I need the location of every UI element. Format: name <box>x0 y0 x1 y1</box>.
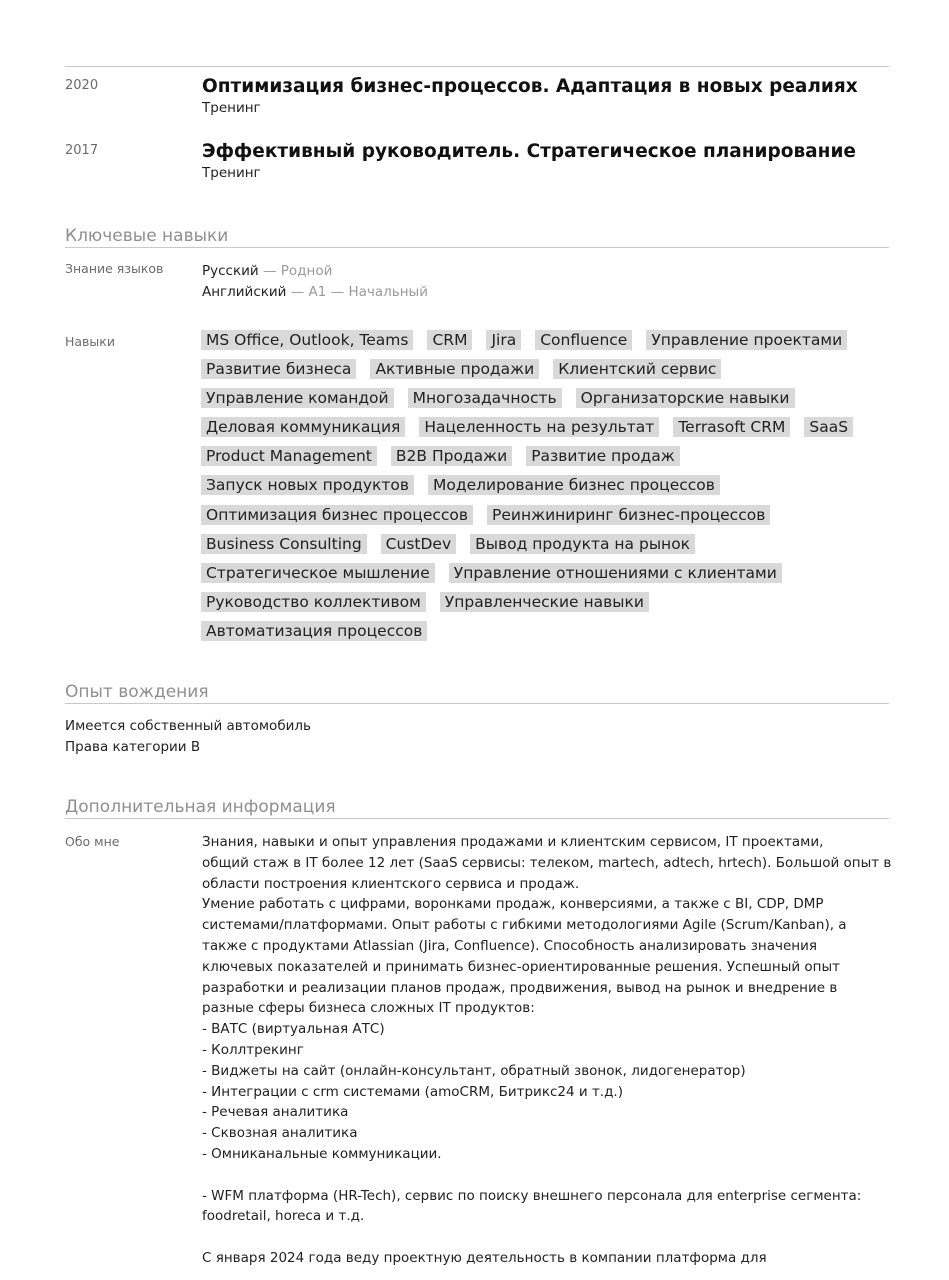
about-line: - Сквозная аналитика <box>202 1125 358 1142</box>
skill-tag: Стратегическое мышление <box>201 563 435 583</box>
divider <box>65 66 889 67</box>
skill-row <box>201 475 891 504</box>
about-line: также с продуктами Atlassian (Jira, Confluence). Способность анализировать значения <box>202 937 817 954</box>
about-label: Обо мне <box>65 834 120 849</box>
skill-row <box>201 621 891 650</box>
about-line: - WFM платформа (HR-Tech), сервис по поиску внешнего персонала для enterprise сегмента: <box>202 1187 862 1204</box>
skill-tag: Terrasoft CRM <box>673 417 790 437</box>
about-line: ключевых показателей и принимать бизнес-ориентированные решения. Успешный опыт <box>202 958 841 975</box>
about-line: области построения клиентского сервиса и продаж. <box>202 875 580 892</box>
paragraph-gap <box>202 1227 892 1248</box>
skill-tag: Вывод продукта на рынок <box>470 534 695 554</box>
skill-row <box>201 417 891 446</box>
skill-tag: Развитие бизнеса <box>201 359 356 379</box>
skill-tag: B2B Продажи <box>391 446 512 466</box>
about-text <box>202 832 892 1269</box>
skill-row <box>201 330 891 359</box>
skill-tag: Нацеленность на результат <box>419 417 659 437</box>
about-line: С января 2024 года веду проектную деятельность в компании платформа для <box>202 1249 767 1266</box>
skill-row <box>201 563 891 592</box>
about-line: - Коллтрекинг <box>202 1041 304 1058</box>
skill-tag: Оптимизация бизнес процессов <box>201 505 473 525</box>
driving-car: Имеется собственный автомобиль <box>65 718 312 734</box>
skill-row <box>201 505 891 534</box>
skill-tag: Управленческие навыки <box>440 592 649 612</box>
training-year: 2020 <box>65 78 99 93</box>
about-line: foodretail, horeca и т.д. <box>202 1208 365 1225</box>
language-level: — Родной <box>262 263 333 279</box>
skill-tag: MS Office, Outlook, Teams <box>201 330 413 350</box>
about-line: общий стаж в IT более 12 лет (SaaS сервисы: телеком, martech, adtech, hrtech). Большой опыт в <box>202 854 892 871</box>
driving-info <box>65 716 311 758</box>
skill-tag: Управление проектами <box>646 330 847 350</box>
about-line: Знания, навыки и опыт управления продажами и клиентским сервисом, IT проектами, <box>202 834 824 850</box>
skills-label: Навыки <box>65 334 115 349</box>
languages-list <box>202 261 428 303</box>
about-line: - Интеграции с crm системами (amoCRM, Битрикс24 и т.д.) <box>202 1083 623 1100</box>
skill-tag: Многозадачность <box>408 388 562 408</box>
training-title: Оптимизация бизнес-процессов. Адаптация в новых реалиях <box>202 76 858 97</box>
about-line: разработки и реализации планов продаж, продвижения, вывод на рынок и внедрение в <box>202 979 838 996</box>
language-name: Русский <box>202 263 259 279</box>
languages-label: Знание языков <box>65 261 164 276</box>
skill-tag: SaaS <box>804 417 853 437</box>
skill-tag: Руководство коллективом <box>201 592 426 612</box>
skill-row <box>201 592 891 621</box>
about-line: - ВАТС (виртуальная АТС) <box>202 1021 385 1038</box>
about-line: системами/платформами. Опыт работы с гибкими методологиями Agile (Scrum/Kanban), а <box>202 917 847 934</box>
about-line: - Речевая аналитика <box>202 1104 349 1121</box>
skill-tag: Развитие продаж <box>526 446 680 466</box>
skill-tag: Product Management <box>201 446 377 466</box>
about-line: - Омниканальные коммуникации. <box>202 1145 442 1162</box>
skills-list <box>201 330 891 650</box>
skill-tag: Запуск новых продуктов <box>201 475 414 495</box>
section-header-driving: Опыт вождения <box>65 682 889 704</box>
training-type: Тренинг <box>202 165 261 181</box>
skill-tag: Jira <box>486 330 521 350</box>
about-line: - Виджеты на сайт (онлайн-консультант, обратный звонок, лидогенератор) <box>202 1062 746 1079</box>
skill-tag: Реинжиниринг бизнес-процессов <box>487 505 770 525</box>
skill-row <box>201 388 891 417</box>
about-line: Умение работать с цифрами, воронками продаж, конверсиями, а также с BI, CDP, DMP <box>202 896 824 913</box>
section-header-additional: Дополнительная информация <box>65 797 889 819</box>
skill-tag: Управление отношениями с клиентами <box>449 563 782 583</box>
language-level: — A1 — Начальный <box>290 284 428 300</box>
about-line: разные сферы бизнеса сложных IT продуктов: <box>202 1000 535 1017</box>
section-header-key-skills: Ключевые навыки <box>65 226 889 248</box>
language-item <box>202 282 428 303</box>
skill-tag: Деловая коммуникация <box>201 417 405 437</box>
language-item <box>202 261 428 282</box>
skill-tag: Организаторские навыки <box>576 388 795 408</box>
skill-tag: CustDev <box>381 534 456 554</box>
skill-tag: Управление командой <box>201 388 394 408</box>
training-year: 2017 <box>65 143 99 158</box>
skill-tag: Клиентский сервис <box>553 359 721 379</box>
driving-license: Права категории B <box>65 739 201 755</box>
skill-tag: Активные продажи <box>370 359 539 379</box>
skill-tag: Автоматизация процессов <box>201 621 427 641</box>
skill-tag: CRM <box>427 330 472 350</box>
skill-row <box>201 446 891 475</box>
skill-row <box>201 359 891 388</box>
skill-tag: Моделирование бизнес процессов <box>428 475 720 495</box>
training-title: Эффективный руководитель. Стратегическое планирование <box>202 141 856 162</box>
skill-row <box>201 534 891 563</box>
skill-tag: Confluence <box>535 330 632 350</box>
skill-tag: Business Consulting <box>201 534 367 554</box>
paragraph-gap <box>202 1165 892 1186</box>
language-name: Английский <box>202 284 287 300</box>
training-type: Тренинг <box>202 100 261 116</box>
